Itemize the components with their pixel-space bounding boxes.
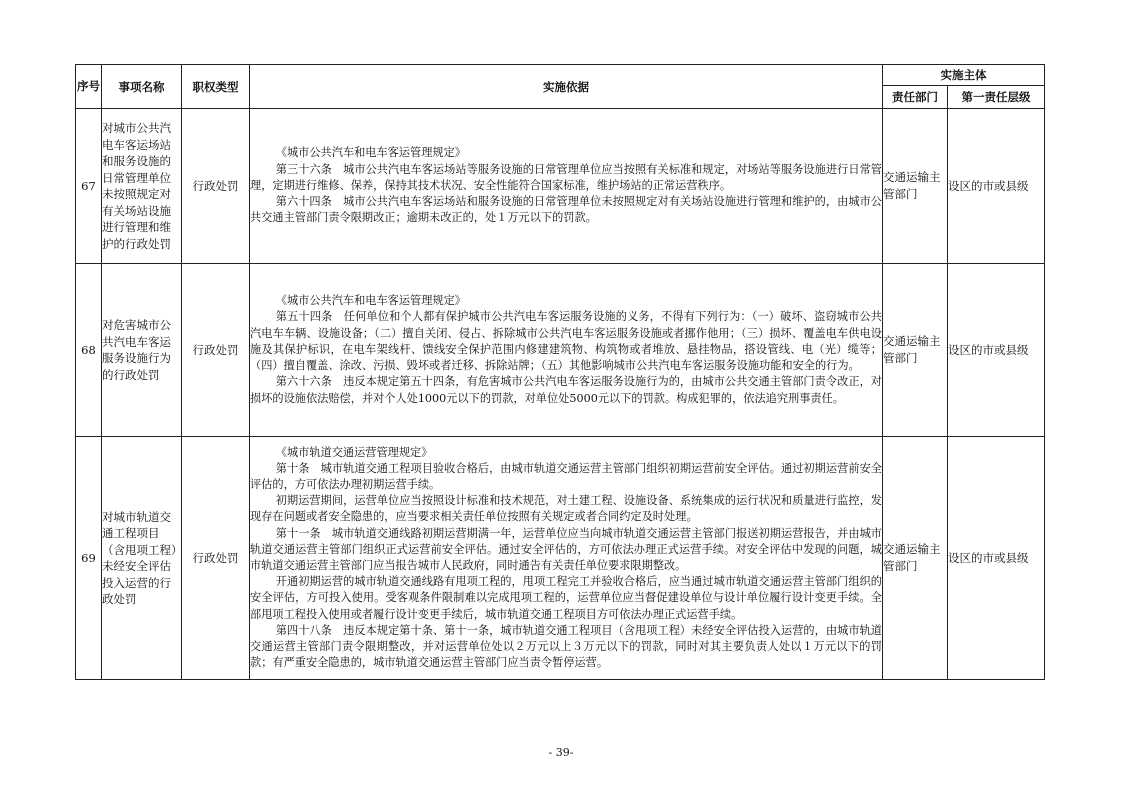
header-subject: 实施主体	[883, 65, 1045, 86]
regulation-table	[75, 64, 1045, 680]
row-dept: 交通运输主管部门	[883, 109, 948, 264]
row-seq: 67	[76, 109, 102, 264]
basis-paragraph: 开通初期运营的城市轨道交通线路有甩项工程的，甩项工程完工并验收合格后，应当通过城市轨道交通运营主管部门组织的安全评估，方可投入使用。受客观条件限制难以完成甩项工程的，运营单位应当督促建设单位与设计单位履行设计变更手续。全部甩项工程投入使用或者履行设计变更手续后，城市轨道交通工程项目方可依法办理正式运营手续。	[250, 575, 882, 621]
header-dept: 责任部门	[883, 86, 948, 109]
row-item-name: 对危害城市公共汽电车客运服务设施行为的行政处罚	[102, 264, 182, 437]
row-basis	[250, 437, 883, 680]
basis-title: 《城市公共汽车和电车客运管理规定》	[275, 294, 466, 308]
row-dept: 交通运输主管部门	[883, 264, 948, 437]
row-seq: 68	[76, 264, 102, 437]
row-power-type: 行政处罚	[182, 264, 250, 437]
row-basis	[250, 109, 883, 264]
row-dept: 交通运输主管部门	[883, 437, 948, 680]
basis-paragraph: 第五十四条 任何单位和个人都有保护城市公共汽电车客运服务设施的义务，不得有下列行为：（一）破坏、盗窃城市公共汽电车车辆、设施设备；（二）擅自关闭、侵占、拆除城市公共汽电车客运服务设施或者挪作他用；（三）损坏、覆盖电车供电设施及其保护标识，在电车架线杆、馈线安全保护范围内修建建筑物、构筑物或者堆放、悬挂物品，搭设管线、电（光）缆等；（四）擅自覆盖、涂改、污损、毁坏或者迁移、拆除站牌；（五）其他影响城市公共汽电车客运服务设施功能和安全的行为。	[250, 310, 882, 373]
row-power-type: 行政处罚	[182, 437, 250, 680]
basis-paragraph: 初期运营期间，运营单位应当按照设计标准和技术规范，对土建工程、设施设备、系统集成的运行状况和质量进行监控，发现存在问题或者安全隐患的，应当要求相关责任单位按照有关规定或者合同约定及时处理。	[250, 494, 882, 524]
row-power-type: 行政处罚	[182, 109, 250, 264]
row-item-name: 对城市轨道交通工程项目（含甩项工程）未经安全评估投入运营的行政处罚	[102, 437, 182, 680]
row-seq: 69	[76, 437, 102, 680]
table-row	[76, 109, 1045, 264]
header-basis: 实施依据	[250, 65, 883, 109]
header-item-name: 事项名称	[102, 65, 182, 109]
row-level: 设区的市或县级	[948, 264, 1045, 437]
basis-title: 《城市轨道交通运营管理规定》	[275, 445, 433, 459]
table-row	[76, 264, 1045, 437]
row-item-name: 对城市公共汽电车客运场站和服务设施的日常管理单位未按照规定对有关场站设施进行管理和维护的行政处罚	[102, 109, 182, 264]
header-level: 第一责任层级	[948, 86, 1045, 109]
row-level: 设区的市或县级	[948, 109, 1045, 264]
table-row	[76, 437, 1045, 680]
page-number: - 39-	[548, 746, 574, 759]
basis-paragraph: 第十条 城市轨道交通工程项目验收合格后，由城市轨道交通运营主管部门组织初期运营前安全评估。通过初期运营前安全评估的，方可依法办理初期运营手续。	[250, 461, 882, 491]
basis-title: 《城市公共汽车和电车客运管理规定》	[275, 146, 466, 160]
row-level: 设区的市或县级	[948, 437, 1045, 680]
basis-paragraph: 第六十四条 城市公共汽电车客运场站和服务设施的日常管理单位未按照规定对有关场站设施进行管理和维护的，由城市公共交通主管部门责令限期改正；逾期未改正的，处１万元以下的罚款。	[250, 195, 882, 225]
basis-paragraph: 第三十六条 城市公共汽电车客运场站等服务设施的日常管理单位应当按照有关标准和规定，对场站等服务设施进行日常管理，定期进行维修、保养，保持其技术状况、安全性能符合国家标准，维护场站的正常运营秩序。	[250, 162, 882, 192]
basis-paragraph: 第四十八条 违反本规定第十条、第十一条，城市轨道交通工程项目（含甩项工程）未经安全评估投入运营的，由城市轨道交通运营主管部门责令限期整改，并对运营单位处以２万元以上３万元以下的罚款，同时对其主要负责人处以１万元以下的罚款；有严重安全隐患的，城市轨道交通运营主管部门应当责令暂停运营。	[250, 623, 882, 670]
header-seq: 序号	[76, 65, 102, 109]
basis-paragraph: 第六十六条 违反本规定第五十四条，有危害城市公共汽电车客运服务设施行为的，由城市公共交通主管部门责令改正，对损坏的设施依法赔偿，并对个人处1000元以下的罚款，对单位处5000元以下的罚款。构成犯罪的，依法追究刑事责任。	[250, 375, 882, 405]
basis-paragraph: 第十一条 城市轨道交通线路初期运营期满一年，运营单位应当向城市轨道交通运营主管部门报送初期运营报告，并由城市轨道交通运营主管部门组织正式运营前安全评估。通过安全评估的，方可依法办理正式运营手续。对安全评估中发现的问题，城市轨道交通运营主管部门应当报告城市人民政府，同时通告有关责任单位要求限期整改。	[250, 526, 882, 572]
row-basis	[250, 264, 883, 437]
header-power-type: 职权类型	[182, 65, 250, 109]
